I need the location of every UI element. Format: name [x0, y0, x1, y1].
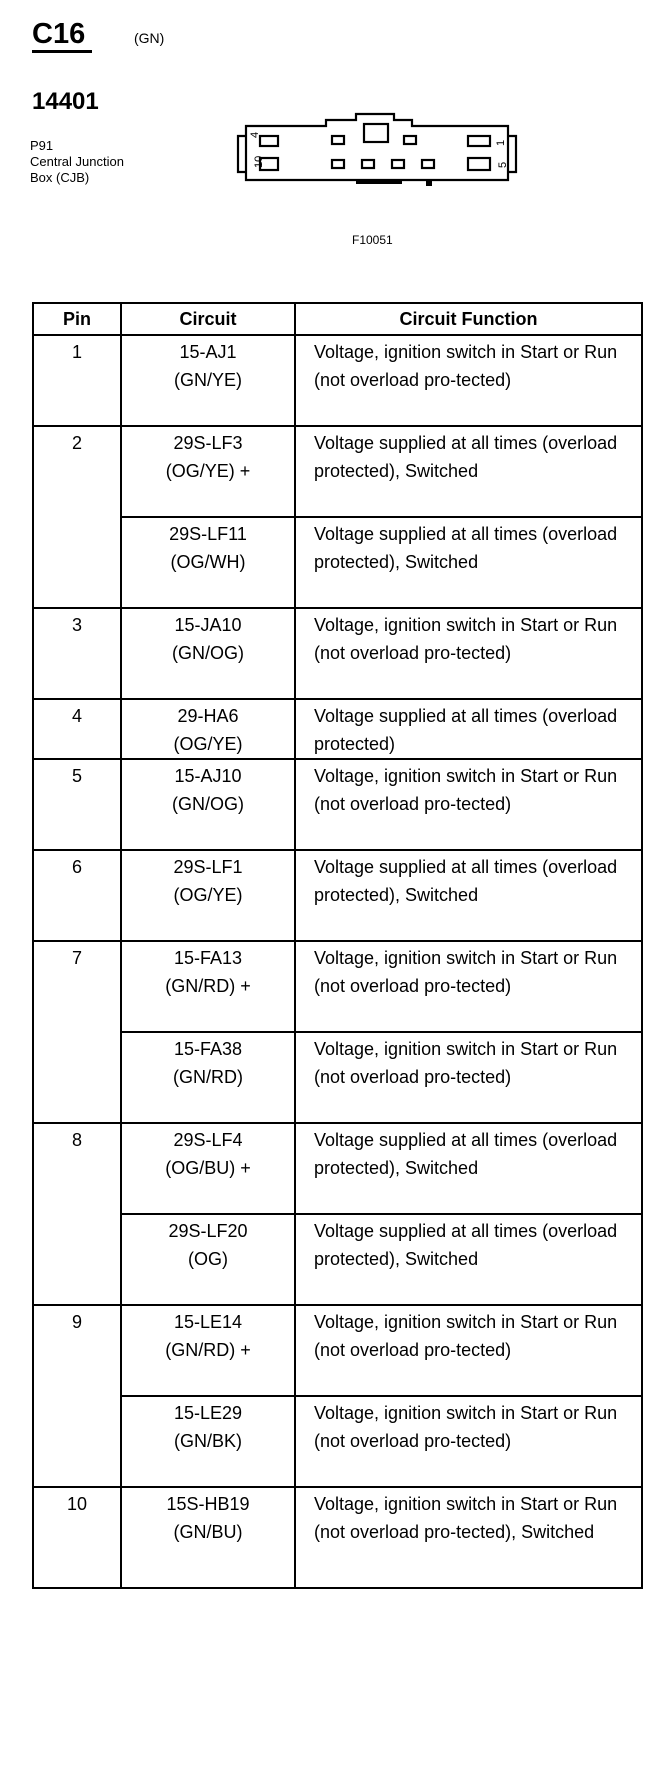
table-row	[33, 1305, 642, 1396]
header-pin: Pin	[33, 303, 121, 335]
pin-label-4: 4	[249, 131, 261, 138]
pin-cell: 4	[33, 699, 121, 759]
function-cell: Voltage, ignition switch in Start or Run (not overload pro-tected)	[295, 759, 642, 850]
circuit-cell: 15S-HB19 (GN/BU)	[121, 1487, 295, 1588]
pin-cell: 8	[33, 1123, 121, 1214]
function-cell: Voltage, ignition switch in Start or Run (not overload pro-tected)	[295, 941, 642, 1032]
function-cell: Voltage supplied at all times (overload protected), Switched	[295, 426, 642, 517]
table-row	[33, 1032, 642, 1123]
circuit-cell: 15-FA38 (GN/RD)	[121, 1032, 295, 1123]
table-row	[33, 941, 642, 1032]
pin-cell: 9	[33, 1305, 121, 1396]
pin-cell: 3	[33, 608, 121, 699]
circuit-cell: 15-FA13 (GN/RD) +	[121, 941, 295, 1032]
function-cell: Voltage, ignition switch in Start or Run (not overload pro-tected)	[295, 608, 642, 699]
function-cell: Voltage supplied at all times (overload protected), Switched	[295, 1214, 642, 1305]
pin-cell: 2	[33, 426, 121, 517]
part-number: 14401	[32, 88, 99, 115]
header-circuit-function: Circuit Function	[295, 303, 642, 335]
circuit-cell: 15-JA10 (GN/OG)	[121, 608, 295, 699]
circuit-cell: 15-LE29 (GN/BK)	[121, 1396, 295, 1487]
pin-cell: 10	[33, 1487, 121, 1588]
pin-cell	[33, 517, 121, 608]
table-row	[33, 426, 642, 517]
circuit-cell: 29S-LF11 (OG/WH)	[121, 517, 295, 608]
figure-id: F10051	[352, 233, 393, 247]
circuit-cell: 15-AJ10 (GN/OG)	[121, 759, 295, 850]
function-cell: Voltage, ignition switch in Start or Run (not overload pro-tected)	[295, 1032, 642, 1123]
pin-cell: 7	[33, 941, 121, 1032]
connector-id: C16	[32, 18, 86, 50]
circuit-cell: 29S-LF3 (OG/YE) +	[121, 426, 295, 517]
connector-color: (GN)	[134, 30, 165, 46]
table-row	[33, 1214, 642, 1305]
pin-cell: 6	[33, 850, 121, 941]
connector-id-underline	[32, 50, 92, 53]
pin-cell	[33, 1032, 121, 1123]
function-cell: Voltage, ignition switch in Start or Run (not overload pro-tected)	[295, 1305, 642, 1396]
function-cell: Voltage supplied at all times (overload protected)	[295, 699, 642, 759]
pin-cell: 1	[33, 335, 121, 426]
function-cell: Voltage supplied at all times (overload protected), Switched	[295, 517, 642, 608]
function-cell: Voltage supplied at all times (overload protected), Switched	[295, 1123, 642, 1214]
connector-face-diagram	[236, 112, 526, 212]
function-cell: Voltage supplied at all times (overload protected), Switched	[295, 850, 642, 941]
table-row	[33, 759, 642, 850]
table-row	[33, 699, 642, 759]
function-cell: Voltage, ignition switch in Start or Run (not overload pro-tected), Switched	[295, 1487, 642, 1588]
circuit-cell: 29S-LF20 (OG)	[121, 1214, 295, 1305]
function-cell: Voltage, ignition switch in Start or Run (not overload pro-tected)	[295, 1396, 642, 1487]
circuit-cell: 15-LE14 (GN/RD) +	[121, 1305, 295, 1396]
pin-cell	[33, 1396, 121, 1487]
table-row	[33, 1396, 642, 1487]
pin-cell	[33, 1214, 121, 1305]
circuit-table	[32, 302, 643, 1589]
table-header-row	[33, 303, 642, 335]
table-row	[33, 850, 642, 941]
table-row	[33, 517, 642, 608]
pin-label-5: 5	[497, 161, 509, 168]
pin-label-10: 10	[253, 155, 265, 168]
header-circuit: Circuit	[121, 303, 295, 335]
function-cell: Voltage, ignition switch in Start or Run (not overload pro-tected)	[295, 335, 642, 426]
connector-location: P91 Central Junction Box (CJB)	[30, 138, 124, 185]
circuit-cell: 29S-LF1 (OG/YE)	[121, 850, 295, 941]
circuit-cell: 29S-LF4 (OG/BU) +	[121, 1123, 295, 1214]
table-row	[33, 1123, 642, 1214]
table-row	[33, 335, 642, 426]
circuit-cell: 15-AJ1 (GN/YE)	[121, 335, 295, 426]
table-row	[33, 1487, 642, 1588]
circuit-cell: 29-HA6 (OG/YE)	[121, 699, 295, 759]
pin-cell: 5	[33, 759, 121, 850]
pin-label-1: 1	[495, 139, 507, 146]
table-row	[33, 608, 642, 699]
